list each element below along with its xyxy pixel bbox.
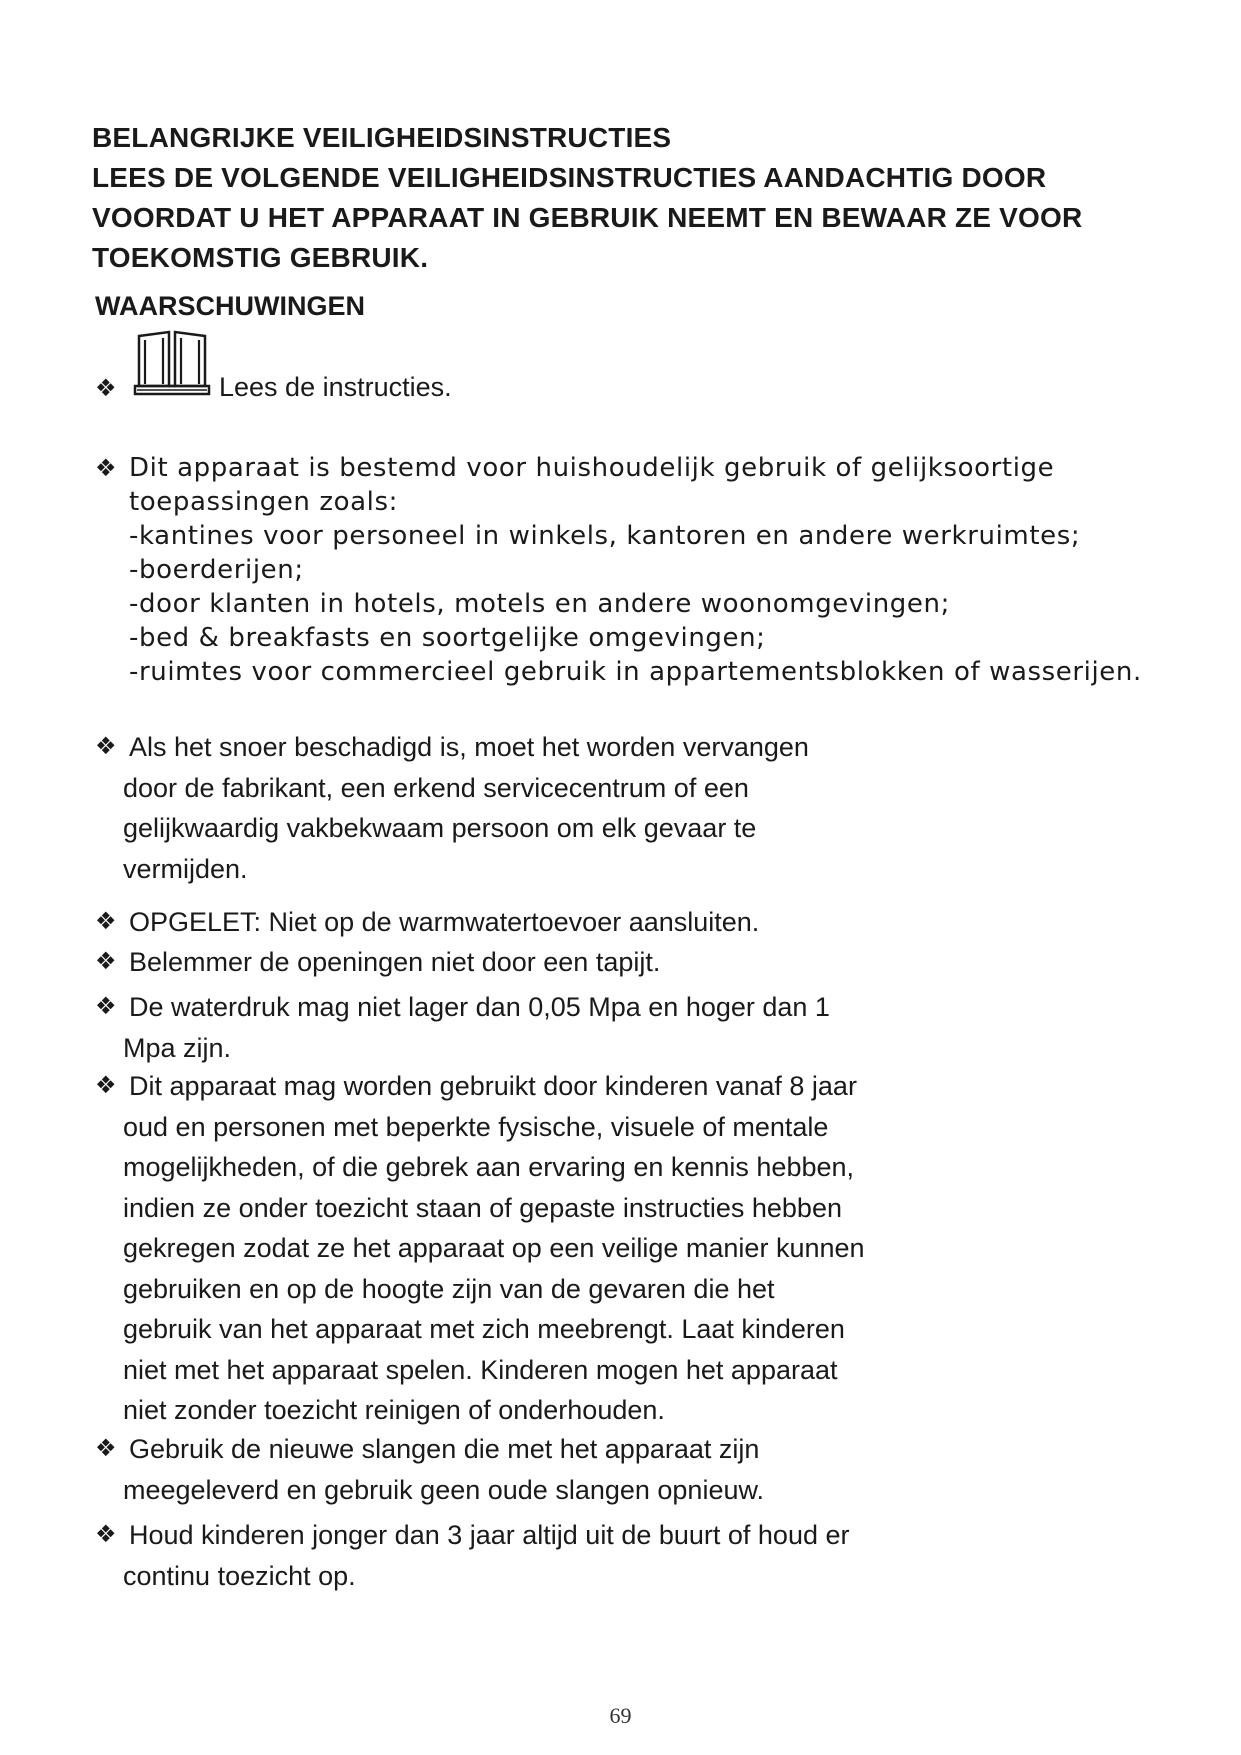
item-line: -door klanten in hotels, motels en andere woonomgevingen; <box>129 589 950 619</box>
list-item <box>95 987 830 1068</box>
safety-heading <box>92 118 1172 278</box>
page-number: 69 <box>609 1703 632 1728</box>
diamond-bullet-icon: ❖ <box>95 1072 117 1099</box>
item-line: -bed & breakfasts en soortgelijke omgevingen; <box>129 623 766 653</box>
item-line: gebruik van het apparaat met zich meebrengt. Laat kinderen <box>123 1314 845 1344</box>
list-item <box>95 727 809 889</box>
diamond-bullet-icon: ❖ <box>95 375 117 402</box>
item-line: gebruiken en op de hoogte zijn van de gevaren die het <box>123 1273 775 1304</box>
item-line: meegeleverd en gebruik geen oude slangen opnieuw. <box>123 1474 764 1505</box>
item-line: Gebruik de nieuwe slangen die met het apparaat zijn <box>129 1434 760 1464</box>
diamond-bullet-icon: ❖ <box>95 454 118 482</box>
list-item <box>95 1515 849 1596</box>
read-instructions-label: Lees de instructies. <box>219 372 452 402</box>
item-line: -boerderijen; <box>129 555 304 585</box>
list-item <box>95 902 759 943</box>
item-line: Als het snoer beschadigd is, moet het worden vervangen <box>129 732 809 762</box>
item-line: gelijkwaardig vakbekwaam persoon om elk gevaar te <box>123 813 757 843</box>
warnings-title: WAARSCHUWINGEN <box>95 291 365 321</box>
item-line: door de fabrikant, een erkend servicecentrum of een <box>123 772 749 803</box>
list-item <box>95 451 1142 689</box>
read-instructions-item <box>95 326 695 406</box>
item-line: toepassingen zoals: <box>129 487 398 517</box>
heading-line: LEES DE VOLGENDE VEILIGHEIDSINSTRUCTIES AANDACHTIG DOOR <box>92 162 1047 193</box>
diamond-bullet-icon: ❖ <box>95 1435 117 1462</box>
diamond-bullet-icon: ❖ <box>95 733 117 760</box>
item-line: -kantines voor personeel in winkels, kantoren en andere werkruimtes; <box>129 521 1081 551</box>
item-line: De waterdruk mag niet lager dan 0,05 Mpa en hoger dan 1 <box>129 992 830 1022</box>
list-item <box>95 1066 865 1431</box>
item-line: gekregen zodat ze het apparaat op een veilige manier kunnen <box>123 1233 865 1263</box>
item-line: indien ze onder toezicht staan of gepaste instructies hebben <box>123 1192 842 1223</box>
heading-line: BELANGRIJKE VEILIGHEIDSINSTRUCTIES <box>92 122 672 153</box>
diamond-bullet-icon: ❖ <box>95 908 117 935</box>
item-line: OPGELET: Niet op de warmwatertoevoer aansluiten. <box>129 907 760 937</box>
diamond-bullet-icon: ❖ <box>95 948 117 975</box>
book-icon <box>133 326 211 398</box>
item-line: -ruimtes voor commercieel gebruik in appartementsblokken of wasserijen. <box>129 657 1142 687</box>
heading-line: VOORDAT U HET APPARAAT IN GEBRUIK NEEMT EN BEWAAR ZE VOOR <box>92 202 1083 233</box>
item-line: Belemmer de openingen niet door een tapijt. <box>129 947 661 977</box>
item-line: niet met het apparaat spelen. Kinderen mogen het apparaat <box>123 1354 838 1385</box>
item-line: continu toezicht op. <box>123 1560 356 1591</box>
heading-line: TOEKOMSTIG GEBRUIK. <box>92 242 429 273</box>
item-line: oud en personen met beperkte fysische, visuele of mentale <box>123 1111 829 1142</box>
item-line: niet zonder toezicht reinigen of onderhouden. <box>123 1395 665 1425</box>
item-line: Houd kinderen jonger dan 3 jaar altijd uit de buurt of houd er <box>129 1520 850 1550</box>
diamond-bullet-icon: ❖ <box>95 993 117 1020</box>
item-line: mogelijkheden, of die gebrek aan ervaring en kennis hebben, <box>123 1152 855 1182</box>
list-item <box>95 942 660 983</box>
item-line: Mpa zijn. <box>123 1032 232 1063</box>
list-item <box>95 1429 764 1510</box>
item-line: Dit apparaat mag worden gebruikt door kinderen vanaf 8 jaar <box>129 1071 857 1101</box>
item-line: Dit apparaat is bestemd voor huishoudelijk gebruik of gelijksoortige <box>129 453 1055 483</box>
item-line: vermijden. <box>123 853 248 884</box>
diamond-bullet-icon: ❖ <box>95 1521 117 1548</box>
